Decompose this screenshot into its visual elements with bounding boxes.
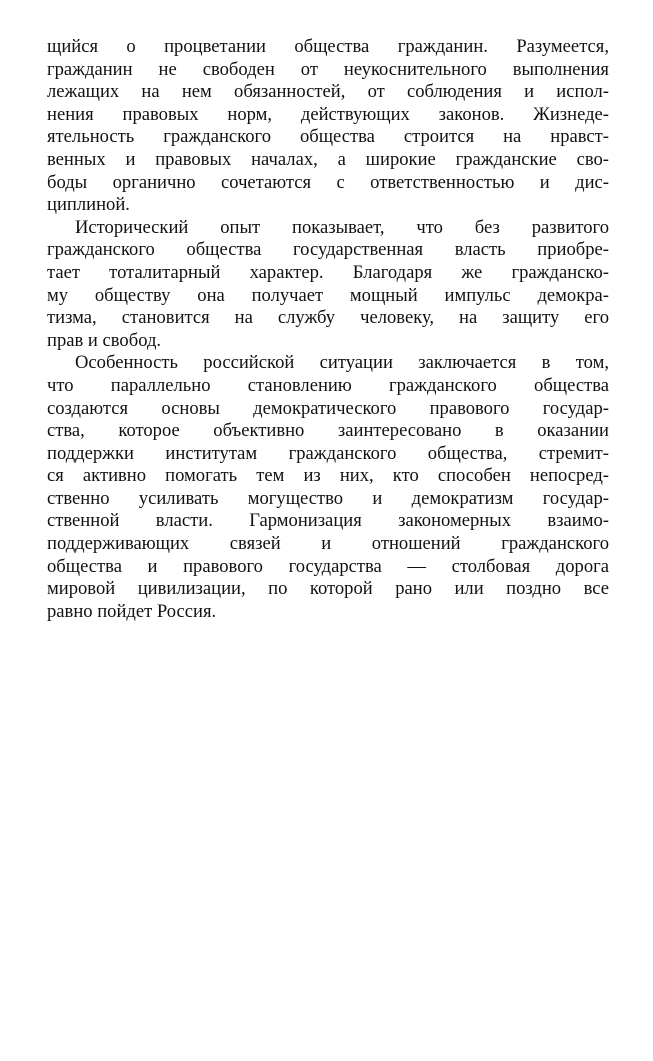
paragraph-2 xyxy=(47,217,609,353)
text-line: Особенность российской ситуации заключается в том, xyxy=(75,352,609,374)
text-line: циплиной. xyxy=(47,194,130,216)
text-line: ся активно помогать тем из них, кто способен непосред- xyxy=(47,465,609,487)
text-line: нения правовых норм, действующих законов. Жизнеде- xyxy=(47,103,609,125)
text-line: тает тоталитарный характер. Благодаря же гражданско- xyxy=(47,261,609,283)
text-line: ственно усиливать могущество и демократизм государ- xyxy=(47,487,609,509)
text-line: щийся о процветании общества гражданин. Разумеется, xyxy=(47,36,609,57)
text-line: поддержки институтам гражданского общества, стремит- xyxy=(47,442,609,464)
text-line: равно пойдет Россия. xyxy=(47,600,217,622)
paragraph-3 xyxy=(47,352,609,623)
text-line: му обществу она получает мощный импульс демокра- xyxy=(47,284,609,306)
text-line: тизма, становится на службу человеку, на защиту его xyxy=(47,307,609,329)
text-line: ственной власти. Гармонизация закономерных взаимо- xyxy=(47,510,609,532)
text-line: поддерживающих связей и отношений гражданского xyxy=(47,533,609,555)
text-line: гражданского общества государственная власть приобре- xyxy=(47,239,609,261)
paragraph-1 xyxy=(47,36,609,217)
text-line: ятельность гражданского общества строится на нравст- xyxy=(47,126,609,148)
text-line: ства, которое объективно заинтересовано в оказании xyxy=(47,420,609,442)
text-line: создаются основы демократического правового государ- xyxy=(47,397,609,419)
text-line: Исторический опыт показывает, что без развитого xyxy=(75,216,609,238)
text-line: лежащих на нем обязанностей, от соблюдения и испол- xyxy=(47,81,609,103)
text-line: что параллельно становлению гражданского общества xyxy=(47,374,609,396)
text-line: мировой цивилизации, по которой рано или поздно все xyxy=(47,578,609,600)
text-line: общества и правового государства — столбовая дорога xyxy=(47,555,609,577)
document-page xyxy=(47,36,609,623)
text-line: прав и свобод. xyxy=(47,329,162,351)
text-line: гражданин не свободен от неукоснительного выполнения xyxy=(47,58,609,80)
text-line: боды органично сочетаются с ответственностью и дис- xyxy=(47,171,609,193)
text-line: венных и правовых началах, а широкие гражданские сво- xyxy=(47,148,609,170)
